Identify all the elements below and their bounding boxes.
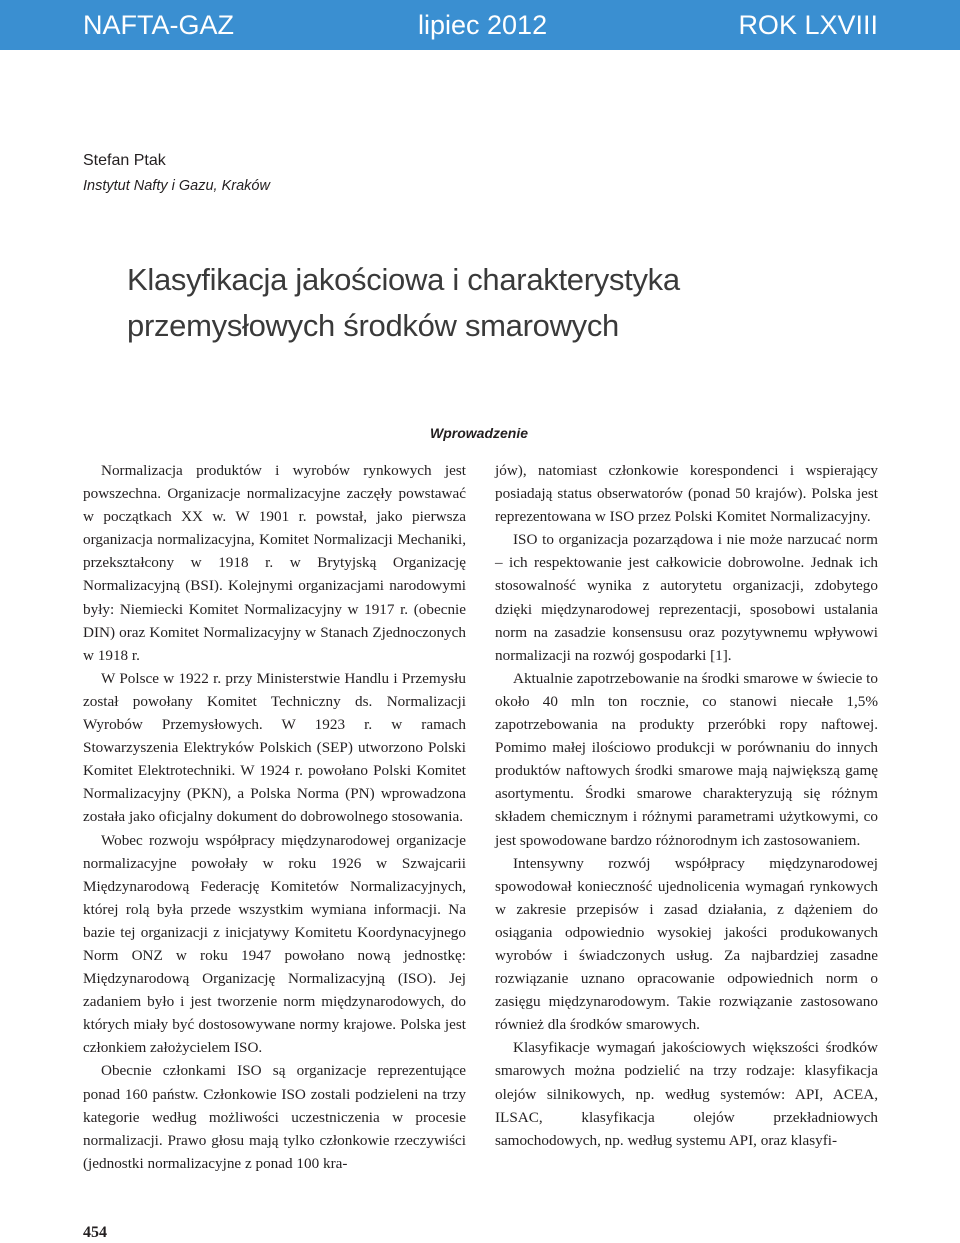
paragraph: Aktualnie zapotrzebowanie na środki smarowe w świecie to około 40 mln ton rocznie, co stanowi niecałe 1,5% zapotrzebowania na produkty przeróbki ropy naftowej. Pomimo małej ilościowo produkcji w porównaniu do innych produktów naftowych środki smarowe mają największą gamę asortymentu. Środki smarowe charakteryzują się różnym składem chemicznym i różnymi parametrami użytkowymi, co jest spowodowane bardzo różnorodnym ich zastosowaniem. bbox=[495, 669, 878, 849]
author-affiliation: Instytut Nafty i Gazu, Kraków bbox=[83, 178, 270, 194]
paragraph: ISO to organizacja pozarządowa i nie może narzucać norm – ich respektowanie jest całkowicie dobrowolne. Jednak ich stosowalność wynika z autorytetu organizacji, zdobytego dzięki międzynarodowej reprezentacji, sposobowi ustalania norm na zasadzie konsensusu oraz pozytywnemu wpływowi normalizacji na rozwój gospodarki [1]. bbox=[495, 531, 878, 664]
article-title-line-1: Klasyfikacja jakościowa i charakterystyka bbox=[127, 262, 680, 297]
right-column bbox=[495, 459, 878, 1152]
article-title-line-2: przemysłowych środków smarowych bbox=[127, 308, 619, 343]
paragraph: Klasyfikacje wymagań jakościowych większości środków smarowych można podzielić na trzy rodzaje: klasyfikacja olejów silnikowych, np. według systemów: API, ACEA, ILSAC, klasyfikacja olejów przekładniowych samochodowych, np. według systemu API, oraz klasyfi- bbox=[495, 1039, 878, 1149]
paragraph: W Polsce w 1922 r. przy Ministerstwie Handlu i Przemysłu został powołany Komitet Techniczny ds. Normalizacji Wyrobów Przemysłowych. W 1923 r. w ramach Stowarzyszenia Elektryków Polskich (SEP) utworzono Polski Komitet Elektrotechniki. W 1924 r. powołano Polski Komitet Normalizacyjny (PKN), a Polska Norma (PN) wprowadzona została jako oficjalny dokument do dobrowolnego stosowania. bbox=[83, 669, 466, 826]
left-column bbox=[83, 459, 466, 1175]
journal-name: NAFTA-GAZ bbox=[83, 10, 234, 40]
paragraph: Wobec rozwoju współpracy międzynarodowej organizacje normalizacyjne powołały w roku 1926 w Szwajcarii Międzynarodową Federację Komitetów Normalizacyjnych, której rolą była przede wszystkim wymiana informacji. Na bazie tej organizacji z inicjatywy Komitetu Koordynacyjnego Norm ONZ w roku 1947 powołano nową jednostkę: Międzynarodową Organizację Normalizacyjną (ISO). Jej zadaniem było i jest tworzenie norm międzynarodowych, do których miały być dostosowywane normy krajowe. Polska jest członkiem założycielem ISO. bbox=[83, 831, 466, 1057]
issue-date: lipiec 2012 bbox=[418, 10, 548, 40]
paragraph: Normalizacja produktów i wyrobów rynkowych jest powszechna. Organizacje normalizacyjne zaczęły powstawać w początkach XX w. W 1901 r. powstał, jako pierwsza organizacja normalizacyjna, Komitet Normalizacji Mechaniki, przekształcony w 1918 r. w Brytyjską Organizację Normalizacyjną (BSI). Kolejnymi organizacjami narodowymi były: Niemiecki Komitet Normalizacyjny w 1917 r. (obecnie DIN) oraz Komitet Normalizacyjny w Stanach Zjednoczonych w 1918 r. bbox=[83, 462, 466, 664]
journal-header bbox=[0, 0, 960, 50]
paragraph: jów), natomiast członkowie korespondenci i wspierający posiadają status obserwatorów (ponad 50 krajów). Polska jest reprezentowana w ISO przez Polski Komitet Normalizacyjny. bbox=[495, 462, 878, 526]
paragraph: Intensywny rozwój współpracy międzynarodowej spowodował konieczność ujednolicenia wymagań rynkowych w zakresie przepisów i zasad działania, z dążeniem do osiągania odpowiednio wysokiej jakości produkowanych wyrobów i świadczonych usług. Za najbardziej zasadne rozwiązanie uznano opracowanie odpowiednich norm o zasięgu międzynarodowym. Takie rozwiązanie zastosowano również dla środków smarowych. bbox=[495, 854, 878, 1034]
paragraph: Obecnie członkami ISO są organizacje reprezentujące ponad 160 państw. Członkowie ISO zostali podzieleni na trzy kategorie według możliwości uczestniczenia w procesie normalizacji. Prawo głosu mają tylko członkowie rzeczywiści (jednostki normalizacyjne z ponad 100 kra- bbox=[83, 1062, 466, 1172]
page-number: 454 bbox=[83, 1224, 107, 1241]
section-heading: Wprowadzenie bbox=[430, 425, 529, 441]
article-title bbox=[127, 257, 907, 349]
volume-label: ROK LXVIII bbox=[738, 10, 878, 40]
author-name: Stefan Ptak bbox=[83, 152, 166, 169]
